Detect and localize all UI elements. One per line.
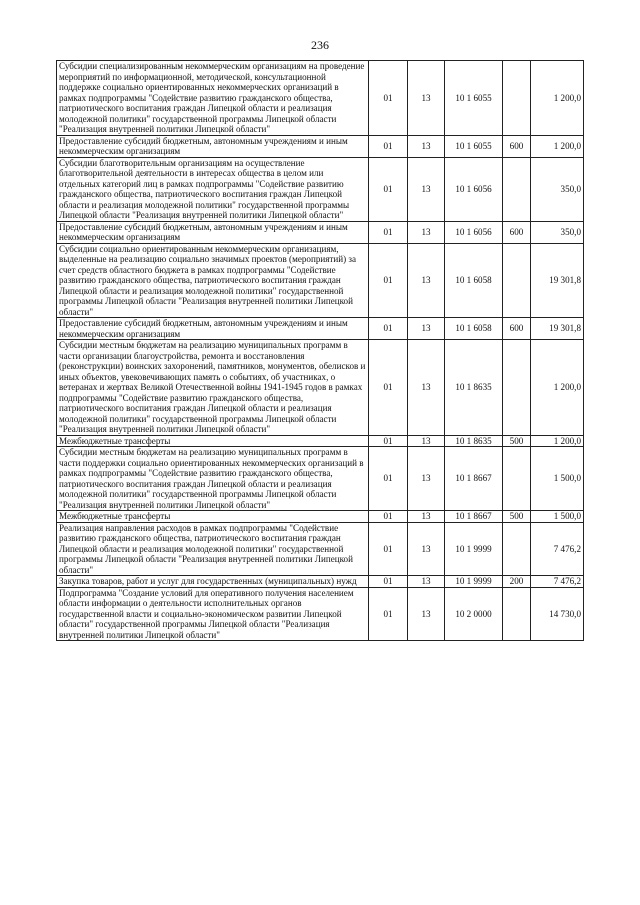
target-article-code: 10 1 8635 [445,435,503,447]
target-article-code: 10 1 6055 [445,61,503,136]
budget-table-body [57,61,584,641]
expense-type-code [503,447,531,511]
target-article-code: 10 1 8667 [445,447,503,511]
subsection-code: 13 [408,61,445,136]
target-article-code: 10 1 6058 [445,318,503,340]
table-row [57,135,584,157]
expense-type-code [503,587,531,641]
amount: 1 500,0 [531,511,584,523]
target-article-code: 10 1 9999 [445,576,503,588]
row-description: Предоставление субсидий бюджетным, автономным учреждениям и иным некоммерческим организациям [57,221,369,243]
section-code: 01 [369,135,408,157]
table-row [57,243,584,318]
target-article-code: 10 1 6056 [445,221,503,243]
table-row [57,435,584,447]
section-code: 01 [369,576,408,588]
table-row [57,61,584,136]
subsection-code: 13 [408,511,445,523]
section-code: 01 [369,511,408,523]
row-description: Межбюджетные трансферты [57,435,369,447]
subsection-code: 13 [408,587,445,641]
expense-type-code: 200 [503,576,531,588]
subsection-code: 13 [408,157,445,221]
amount: 1 500,0 [531,447,584,511]
table-row [57,221,584,243]
subsection-code: 13 [408,340,445,436]
table-row [57,576,584,588]
amount: 19 301,8 [531,318,584,340]
row-description: Подпрограмма "Создание условий для оперативного получения населением области информации о деятельности исполнительных органов государственной власти и социально-экономическом развитии Липецкой области" государственной программы Липецкой области "Реализация внутренней политики Липецкой области" [57,587,369,641]
subsection-code: 13 [408,135,445,157]
target-article-code: 10 1 6055 [445,135,503,157]
row-description: Предоставление субсидий бюджетным, автономным учреждениям и иным некоммерческим организациям [57,318,369,340]
expense-type-code [503,243,531,318]
target-article-code: 10 1 6058 [445,243,503,318]
table-row [57,340,584,436]
amount: 1 200,0 [531,340,584,436]
expense-type-code [503,522,531,576]
expense-type-code [503,157,531,221]
subsection-code: 13 [408,243,445,318]
subsection-code: 13 [408,221,445,243]
budget-table [56,60,584,641]
section-code: 01 [369,340,408,436]
section-code: 01 [369,435,408,447]
section-code: 01 [369,221,408,243]
section-code: 01 [369,157,408,221]
row-description: Реализация направления расходов в рамках подпрограммы "Содействие развитию гражданского общества, патриотического воспитания граждан Липецкой области и реализация молодежной политики" государственной программы Липецкой области "Реализация внутренней политики Липецкой области" [57,522,369,576]
subsection-code: 13 [408,522,445,576]
expense-type-code: 500 [503,435,531,447]
expense-type-code: 600 [503,318,531,340]
section-code: 01 [369,587,408,641]
amount: 14 730,0 [531,587,584,641]
target-article-code: 10 1 6056 [445,157,503,221]
expense-type-code: 600 [503,135,531,157]
amount: 1 200,0 [531,135,584,157]
row-description: Межбюджетные трансферты [57,511,369,523]
amount: 350,0 [531,221,584,243]
table-row [57,522,584,576]
subsection-code: 13 [408,318,445,340]
expense-type-code [503,340,531,436]
row-description: Закупка товаров, работ и услуг для государственных (муниципальных) нужд [57,576,369,588]
row-description: Субсидии социально ориентированным некоммерческим организациям, выделенные на реализацию социально значимых проектов (мероприятий) за счет средств областного бюджета в рамках подпрограммы "Содействие развитию гражданского общества, патриотического воспитания граждан Липецкой области и реализация молодежной политики" государственной программы Липецкой области "Реализация внутренней политики Липецкой области" [57,243,369,318]
section-code: 01 [369,447,408,511]
section-code: 01 [369,243,408,318]
expense-type-code [503,61,531,136]
expense-type-code: 600 [503,221,531,243]
table-row [57,318,584,340]
amount: 1 200,0 [531,435,584,447]
amount: 19 301,8 [531,243,584,318]
subsection-code: 13 [408,576,445,588]
amount: 350,0 [531,157,584,221]
table-row [57,157,584,221]
row-description: Предоставление субсидий бюджетным, автономным учреждениям и иным некоммерческим организациям [57,135,369,157]
section-code: 01 [369,318,408,340]
subsection-code: 13 [408,435,445,447]
row-description: Субсидии специализированным некоммерческим организациям на проведение мероприятий по информационной, методической, консультационной поддержке социально ориентированных некоммерческих организаций в рамках подпрограммы "Содействие развитию гражданского общества, патриотического воспитания граждан Липецкой области и реализация молодежной политики" государственной программы Липецкой области "Реализация внутренней политики Липецкой области" [57,61,369,136]
row-description: Субсидии благотворительным организациям на осуществление благотворительной деятельности в интересах общества в целом или отдельных категорий лиц в рамках подпрограммы "Содействие развитию гражданского общества, патриотического воспитания граждан Липецкой области и реализация молодежной политики" государственной программы Липецкой области "Реализация внутренней политики Липецкой области" [57,157,369,221]
expense-type-code: 500 [503,511,531,523]
table-row [57,587,584,641]
section-code: 01 [369,522,408,576]
target-article-code: 10 1 8667 [445,511,503,523]
target-article-code: 10 1 9999 [445,522,503,576]
target-article-code: 10 2 0000 [445,587,503,641]
page-number: 236 [311,38,329,52]
subsection-code: 13 [408,447,445,511]
row-description: Субсидии местным бюджетам на реализацию муниципальных программ в части организации благоустройства, ремонта и восстановления (реконструкции) воинских захоронений, памятников, монументов, обелисков и иных объектов, увековечивающих память о событиях, об участниках, о ветеранах и жертвах Великой Отечественной войны 1941-1945 годов в рамках подпрограммы "Содействие развитию гражданского общества, патриотического воспитания граждан Липецкой области и реализация молодежной политики" государственной программы Липецкой области "Реализация внутренней политики Липецкой области" [57,340,369,436]
section-code: 01 [369,61,408,136]
row-description: Субсидии местным бюджетам на реализацию муниципальных программ в части поддержки социально ориентированных некоммерческих организаций в рамках подпрограммы "Содействие развитию гражданского общества, патриотического воспитания граждан Липецкой области и реализация молодежной политики" государственной программы Липецкой области "Реализация внутренней политики Липецкой области" [57,447,369,511]
amount: 7 476,2 [531,522,584,576]
table-row [57,447,584,511]
amount: 1 200,0 [531,61,584,136]
target-article-code: 10 1 8635 [445,340,503,436]
amount: 7 476,2 [531,576,584,588]
table-row [57,511,584,523]
